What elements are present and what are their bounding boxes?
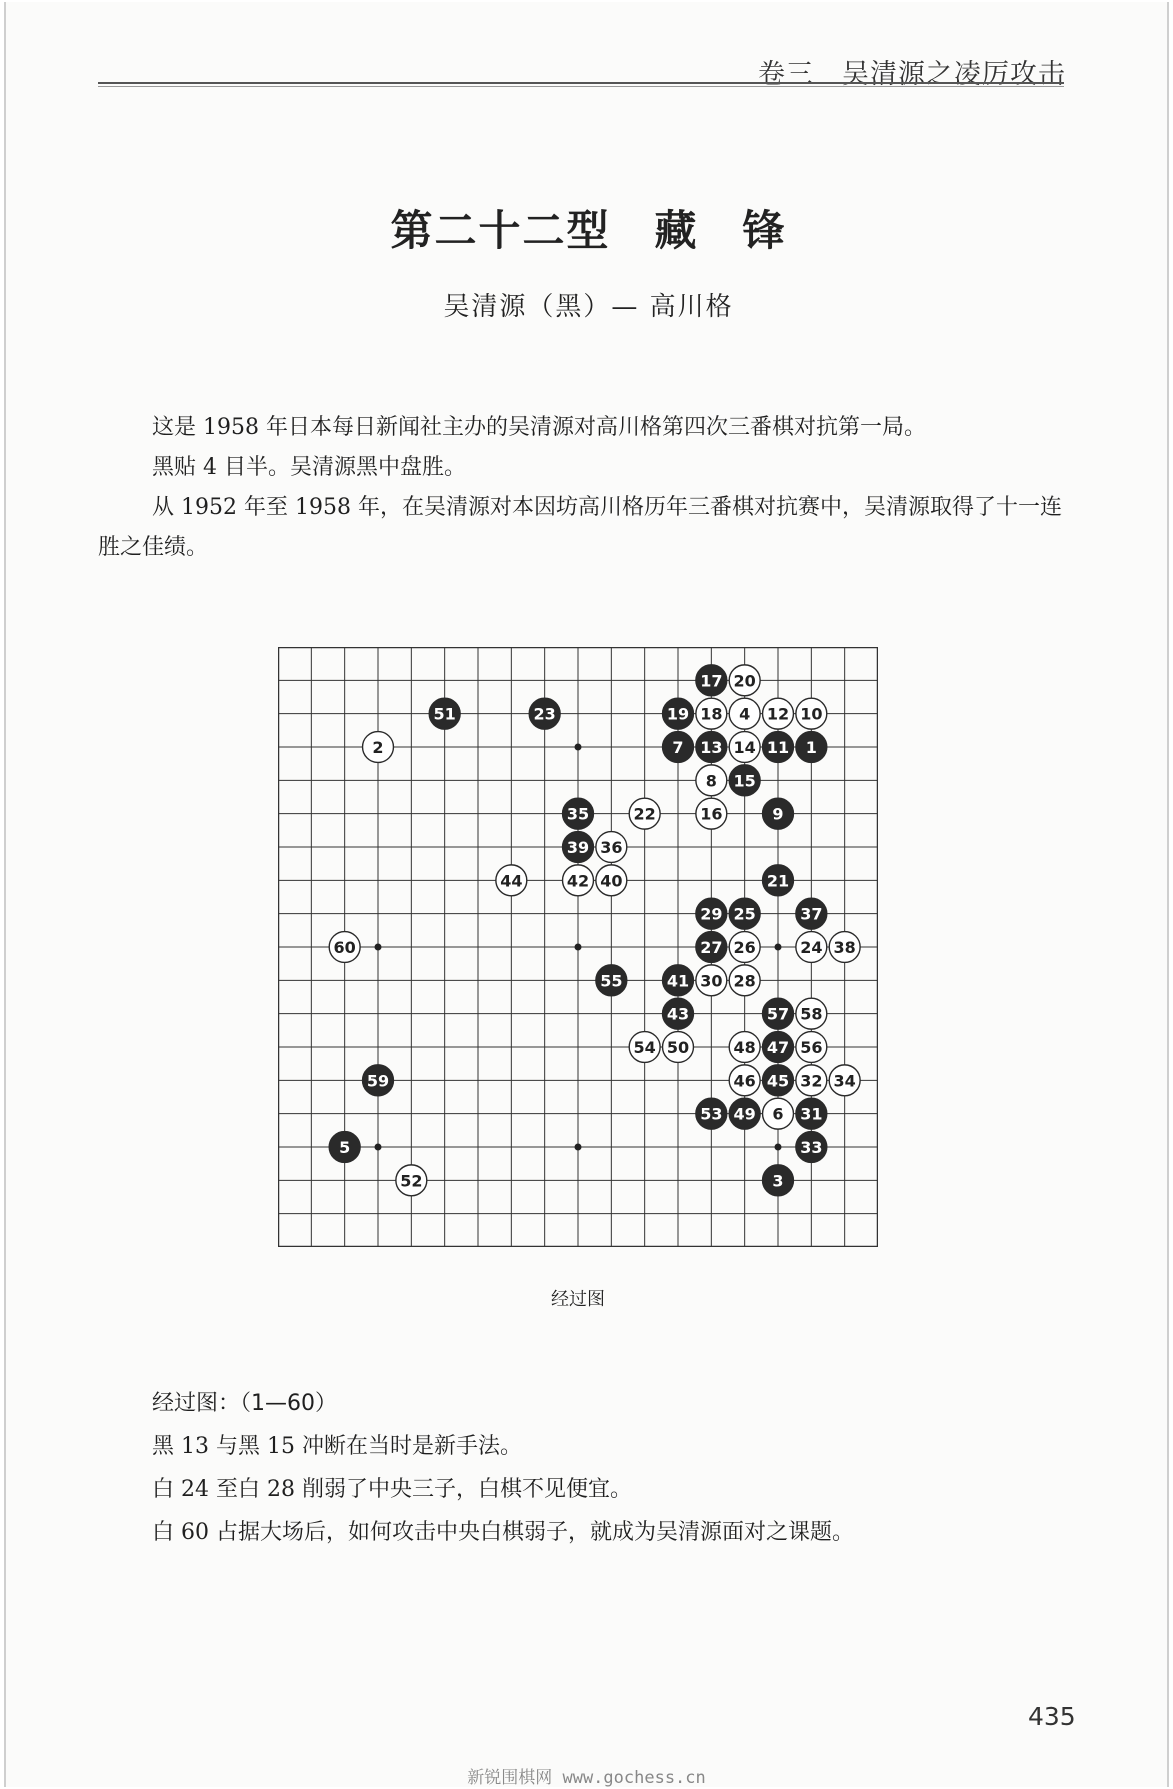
commentary-line-3: 白 60 占据大场后，如何攻击中央白棋弱子，就成为吴清源面对之课题。 [152, 1520, 854, 1545]
stone-8 [696, 765, 727, 796]
stone-59 [363, 1065, 394, 1096]
move-number: 2 [372, 738, 384, 757]
star-point [375, 944, 382, 951]
stone-49 [729, 1098, 760, 1129]
move-number: 41 [666, 971, 690, 991]
move-number: 38 [833, 938, 856, 957]
move-number: 42 [566, 871, 590, 891]
stone-31 [796, 1098, 827, 1129]
star-point [575, 944, 582, 951]
move-number: 29 [700, 904, 723, 924]
stone-30 [696, 965, 727, 996]
go-board-diagram [278, 647, 878, 1251]
stone-22 [629, 798, 660, 829]
go-board [278, 647, 878, 1247]
move-number: 19 [666, 704, 690, 724]
commentary [152, 1382, 1052, 1554]
move-number: 26 [733, 938, 756, 957]
move-number: 49 [733, 1104, 756, 1124]
move-number: 8 [705, 771, 717, 791]
move-number: 55 [600, 971, 623, 991]
move-number: 21 [766, 871, 790, 891]
stone-53 [696, 1098, 727, 1129]
move-number: 4 [739, 704, 751, 724]
stone-23 [529, 698, 560, 729]
stone-55 [596, 965, 627, 996]
stone-33 [796, 1132, 827, 1163]
stone-57 [763, 998, 794, 1029]
star-point [575, 744, 582, 751]
stone-1 [796, 732, 827, 763]
move-number: 50 [666, 1038, 690, 1057]
move-number: 44 [500, 871, 523, 891]
stone-10 [796, 698, 827, 729]
move-number: 43 [666, 1004, 690, 1024]
stone-34 [829, 1065, 860, 1096]
star-point [775, 1144, 782, 1151]
stone-39 [563, 832, 594, 863]
stone-11 [763, 732, 794, 763]
move-number: 35 [566, 804, 590, 824]
stone-2 [363, 732, 394, 763]
move-number: 47 [766, 1038, 790, 1057]
stone-36 [596, 832, 627, 863]
move-number: 37 [800, 904, 823, 924]
stone-4 [729, 698, 760, 729]
stone-28 [729, 965, 760, 996]
stone-43 [663, 998, 694, 1029]
move-number: 3 [772, 1171, 784, 1191]
star-point [775, 944, 782, 951]
move-number: 56 [800, 1038, 823, 1057]
stone-40 [596, 865, 627, 896]
move-number: 13 [700, 738, 723, 757]
stone-13 [696, 732, 727, 763]
commentary-line-1: 黑 13 与黑 15 冲断在当时是新手法。 [152, 1434, 522, 1459]
stone-58 [796, 998, 827, 1029]
move-number: 14 [733, 738, 756, 757]
move-number: 48 [733, 1038, 756, 1057]
stone-20 [729, 665, 760, 696]
stone-21 [763, 865, 794, 896]
move-number: 5 [339, 1138, 351, 1157]
stone-54 [629, 1032, 660, 1063]
move-number: 58 [800, 1004, 823, 1024]
move-number: 1 [805, 738, 817, 757]
stone-17 [696, 665, 727, 696]
move-number: 46 [733, 1071, 756, 1091]
stone-3 [763, 1165, 794, 1196]
move-number: 25 [733, 904, 756, 924]
stone-15 [729, 765, 760, 796]
stone-45 [763, 1065, 794, 1096]
move-number: 45 [766, 1071, 790, 1091]
stone-16 [696, 798, 727, 829]
running-title: 卷三 吴清源之凌厉攻击 [758, 59, 1066, 90]
stone-38 [829, 932, 860, 963]
move-number: 6 [772, 1104, 784, 1124]
move-number: 11 [766, 738, 790, 757]
stone-12 [763, 698, 794, 729]
intro-text [98, 408, 1064, 568]
commentary-line-2: 白 24 至白 28 削弱了中央三子，白棋不见便宜。 [152, 1477, 632, 1502]
move-number: 40 [600, 871, 623, 891]
stone-60 [329, 932, 360, 963]
move-number: 51 [433, 704, 456, 724]
move-number: 28 [733, 971, 756, 991]
stone-56 [796, 1032, 827, 1063]
move-number: 7 [672, 738, 684, 757]
move-number: 27 [700, 938, 723, 957]
move-number: 9 [772, 804, 784, 824]
page-number: 435 [1028, 1702, 1076, 1731]
star-point [575, 1144, 582, 1151]
move-number: 22 [633, 804, 656, 824]
move-number: 30 [700, 971, 723, 991]
move-number: 20 [733, 671, 756, 691]
stone-46 [729, 1065, 760, 1096]
move-number: 18 [700, 704, 723, 724]
move-number: 10 [800, 704, 823, 724]
intro-paragraph-3: 从 1952 年至 1958 年，在吴清源对本因坊高川格历年三番棋对抗赛中，吴清源取得了十一连胜之佳绩。 [98, 495, 1062, 560]
stone-24 [796, 932, 827, 963]
move-number: 31 [800, 1104, 823, 1124]
move-number: 57 [766, 1004, 790, 1024]
move-number: 23 [533, 704, 556, 724]
move-number: 36 [600, 838, 623, 857]
move-number: 39 [566, 838, 590, 857]
stone-18 [696, 698, 727, 729]
stone-47 [763, 1032, 794, 1063]
stone-9 [763, 798, 794, 829]
move-number: 24 [800, 938, 823, 957]
stone-35 [563, 798, 594, 829]
header-rule [98, 82, 1064, 87]
intro-paragraph-1: 这是 1958 年日本每日新闻社主办的吴清源对高川格第四次三番棋对抗第一局。 [152, 415, 926, 440]
move-number: 17 [700, 671, 723, 691]
stone-27 [696, 932, 727, 963]
move-number: 52 [400, 1171, 423, 1191]
players-line: 吴清源（黑）— 高川格 [443, 292, 734, 322]
stone-6 [763, 1098, 794, 1129]
move-number: 33 [800, 1138, 823, 1157]
stone-42 [563, 865, 594, 896]
move-number: 12 [766, 704, 790, 724]
intro-paragraph-2: 黑贴 4 目半。吴清源黑中盘胜。 [152, 455, 466, 480]
stone-5 [329, 1132, 360, 1163]
stone-44 [496, 865, 527, 896]
move-number: 34 [833, 1071, 856, 1091]
move-number: 32 [800, 1071, 823, 1091]
diagram-caption: 经过图 [551, 1289, 605, 1310]
stone-29 [696, 898, 727, 929]
move-number: 60 [333, 938, 356, 957]
move-number: 16 [700, 804, 723, 824]
stone-7 [663, 732, 694, 763]
commentary-heading: 经过图：（1—60） [152, 1391, 337, 1416]
stone-32 [796, 1065, 827, 1096]
stone-14 [729, 732, 760, 763]
stone-48 [729, 1032, 760, 1063]
move-number: 53 [700, 1104, 723, 1124]
star-point [375, 1144, 382, 1151]
stone-51 [429, 698, 460, 729]
stone-26 [729, 932, 760, 963]
stone-25 [729, 898, 760, 929]
stone-50 [663, 1032, 694, 1063]
move-number: 59 [366, 1071, 390, 1091]
watermark: 新锐围棋网 www.gochess.cn [467, 1768, 706, 1788]
move-number: 54 [633, 1038, 656, 1057]
move-number: 15 [733, 771, 756, 791]
stone-19 [663, 698, 694, 729]
chapter-title: 第二十二型 藏 锋 [390, 206, 787, 255]
stone-37 [796, 898, 827, 929]
stone-41 [663, 965, 694, 996]
stone-52 [396, 1165, 427, 1196]
book-page [4, 2, 1169, 1787]
